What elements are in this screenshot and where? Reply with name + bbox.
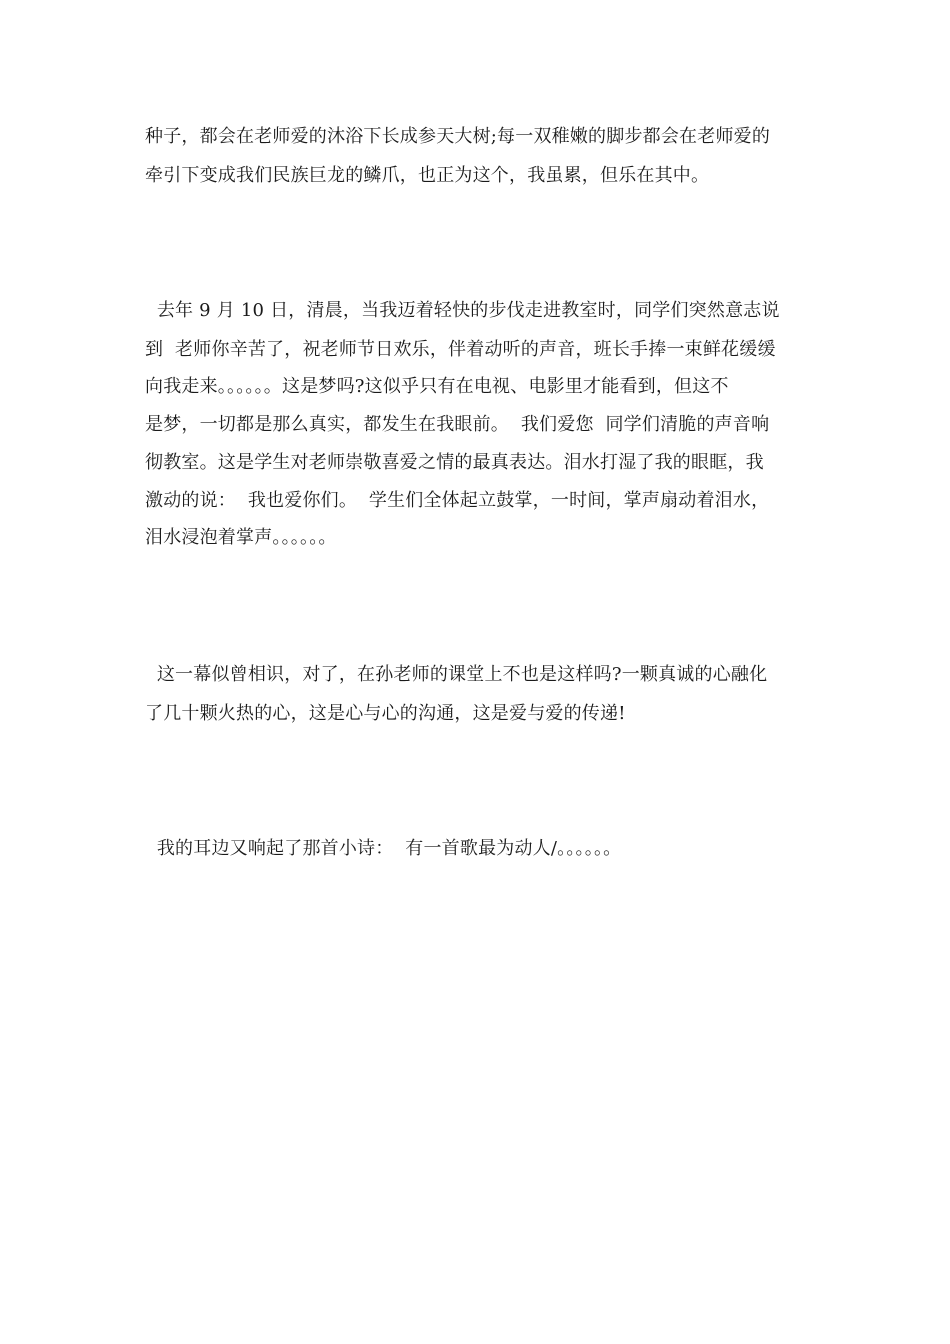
paragraph-2-line-7: 泪水浸泡着掌声。。。。。。 [145,527,337,548]
paragraph-2-line-1: 去年 9 月 10 日，清晨，当我迈着轻快的步伐走进教室时，同学们突然意志说 [145,300,780,321]
paragraph-3-line-2: 了几十颗火热的心，这是心与心的沟通，这是爱与爱的传递! [145,703,626,724]
paragraph-1-line-1: 种子，都会在老师爱的沐浴下长成参天大树;每一双稚嫩的脚步都会在老师爱的 [145,126,771,147]
paragraph-2-line-2: 到 老师你辛苦了，祝老师节日欢乐，伴着动听的声音，班长手捧一束鲜花缓缓 [145,339,776,360]
paragraph-2-line-4: 是梦，一切都是那么真实，都发生在我眼前。 我们爱您 同学们清脆的声音响 [145,414,770,435]
paragraph-2-line-6: 激动的说： 我也爱你们。 学生们全体起立鼓掌，一时间，掌声扇动着泪水， [145,490,770,511]
paragraph-2-line-5: 彻教室。这是学生对老师崇敬喜爱之情的最真表达。泪水打湿了我的眼眶，我 [145,452,764,473]
paragraph-2-line-3: 向我走来。。。。。。这是梦吗?这似乎只有在电视、电影里才能看到，但这不 [145,376,729,397]
paragraph-1-line-2: 牵引下变成我们民族巨龙的鳞爪，也正为这个，我虽累，但乐在其中。 [145,165,710,186]
paragraph-4-line-1: 我的耳边又响起了那首小诗： 有一首歌最为动人/。。。。。。 [145,838,622,859]
paragraph-3-line-1: 这一幕似曾相识，对了，在孙老师的课堂上不也是这样吗?一颗真诚的心融化 [145,664,768,685]
